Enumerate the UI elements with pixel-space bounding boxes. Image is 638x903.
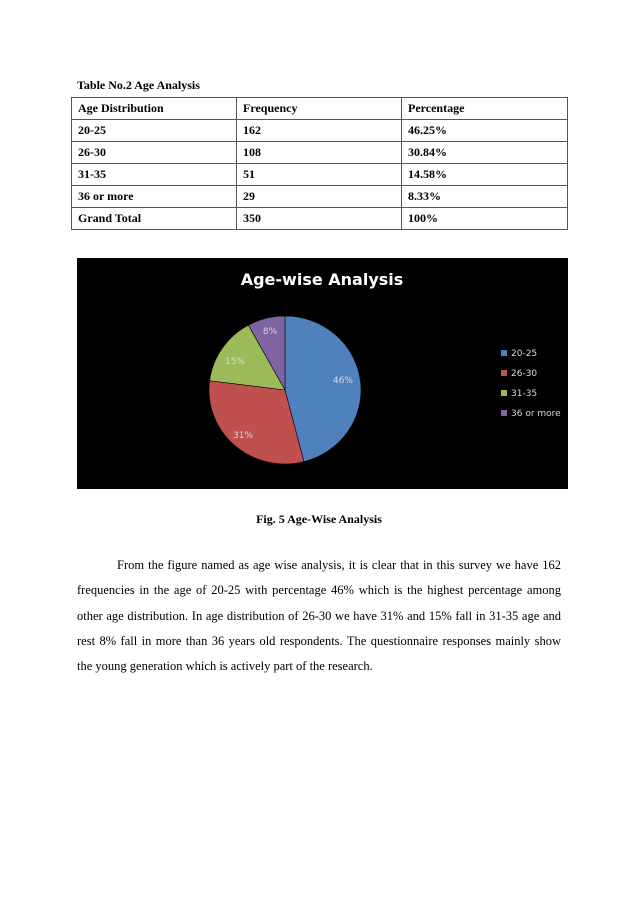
legend-swatch [501,370,507,376]
table-caption: Table No.2 Age Analysis [77,78,200,92]
table-row [72,186,568,208]
table-header-cell: Age Distribution [72,98,237,120]
table-cell: 108 [237,142,402,164]
body-paragraph: From the figure named as age wise analysis, it is clear that in this survey we have 162 frequencies in the age of 20-25 with percentage 46% which is the highest percentage among other age distribution. In age distribution of 26-30 we have 31% and 15% fall in 31-35 age and rest 8% fall in more than 36 years old respondents. The questionnaire responses mainly show the young generation which is actively part of the research. [77,558,561,674]
table-cell: 26-30 [72,142,237,164]
table-cell: 36 or more [72,186,237,208]
table-cell: 8.33% [402,186,568,208]
legend-label: 20-25 [511,349,538,359]
figure-caption: Fig. 5 Age-Wise Analysis [256,512,382,526]
chart-title: Age-wise Analysis [240,270,404,289]
table-row [72,142,568,164]
table-row [72,120,568,142]
table-cell: 31-35 [72,164,237,186]
chart-legend [501,349,561,419]
table-header-row [72,98,568,120]
table-cell: 46.25% [402,120,568,142]
legend-swatch [501,350,507,356]
table-total-row [72,208,568,230]
table-cell: 350 [237,208,402,230]
age-analysis-table [71,97,568,230]
pie-slices [209,316,361,464]
pie-data-label: 46% [332,376,354,386]
table-row [72,164,568,186]
table-cell: 30.84% [402,142,568,164]
table-cell: 51 [237,164,402,186]
legend-label: 26-30 [511,369,538,379]
legend-label: 36 or more [511,409,561,419]
table-cell: 20-25 [72,120,237,142]
legend-label: 31-35 [511,389,538,399]
pie-data-label: 8% [262,327,278,337]
table-header-cell: Percentage [402,98,568,120]
table-cell: 162 [237,120,402,142]
age-pie-chart [77,258,568,489]
body-text [77,553,561,679]
table-cell: 29 [237,186,402,208]
legend-swatch [501,410,507,416]
pie-chart-svg [77,258,568,489]
pie-data-label: 31% [232,431,254,441]
table-header-cell: Frequency [237,98,402,120]
legend-swatch [501,390,507,396]
table-cell: 14.58% [402,164,568,186]
table-cell: 100% [402,208,568,230]
pie-data-label: 15% [224,357,246,367]
table-cell: Grand Total [72,208,237,230]
